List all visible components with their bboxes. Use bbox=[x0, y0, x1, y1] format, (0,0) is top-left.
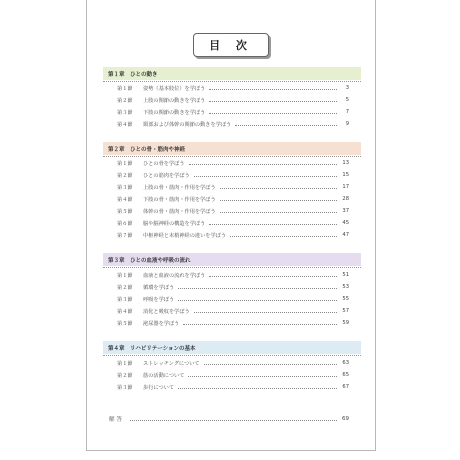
section-title: 上肢の骨・筋肉・作用を学ぼう bbox=[143, 184, 216, 191]
toc-entry bbox=[117, 319, 349, 327]
section-title: ひとの筋肉を学ぼう bbox=[143, 172, 190, 179]
chapter-divider bbox=[103, 267, 361, 268]
section-title: 泌尿器を学ぼう bbox=[143, 320, 180, 327]
toc-entry bbox=[117, 171, 349, 179]
section-title: 脳や脳神経の構造を学ぼう bbox=[143, 220, 206, 227]
section-number: 第１節 bbox=[117, 85, 133, 92]
toc-entry bbox=[117, 96, 349, 104]
section-number: 第２節 bbox=[117, 97, 133, 104]
leader-dots bbox=[130, 420, 337, 421]
section-title: 頸部および体幹の関節の動きを学ぼう bbox=[143, 121, 232, 128]
answers-title: 解答 bbox=[109, 417, 125, 423]
toc-entry bbox=[117, 219, 349, 227]
toc-entry bbox=[117, 159, 349, 167]
section-number: 第６節 bbox=[117, 220, 133, 227]
page-number: 67 bbox=[342, 384, 349, 390]
leader-dots bbox=[194, 312, 337, 313]
leader-dots bbox=[209, 89, 337, 90]
chapter-1-header: 第１章 ひとの動き bbox=[103, 67, 361, 80]
page-number: 5 bbox=[345, 97, 349, 103]
section-number: 第４節 bbox=[117, 308, 133, 315]
page-number: 13 bbox=[342, 160, 349, 166]
section-title: 消化と吸収を学ぼう bbox=[143, 308, 190, 315]
section-title: 循環を学ぼう bbox=[143, 284, 175, 291]
section-number: 第２節 bbox=[117, 372, 133, 379]
toc-entry bbox=[117, 371, 349, 379]
page-number: 65 bbox=[342, 372, 349, 378]
page-number: 45 bbox=[342, 220, 349, 226]
section-title: 歩行について bbox=[143, 384, 175, 391]
toc-entry bbox=[117, 108, 349, 116]
toc-entry bbox=[117, 307, 349, 315]
leader-dots bbox=[204, 364, 337, 365]
toc-entry bbox=[117, 383, 349, 391]
section-number: 第２節 bbox=[117, 172, 133, 179]
answers-entry bbox=[109, 415, 349, 423]
page-number: 9 bbox=[345, 121, 349, 127]
page-number: 55 bbox=[342, 296, 349, 302]
section-number: 第５節 bbox=[117, 320, 133, 327]
section-number: 第１節 bbox=[117, 160, 133, 167]
section-number: 第４節 bbox=[117, 121, 133, 128]
page-number: 53 bbox=[342, 284, 349, 290]
page-number: 63 bbox=[342, 360, 349, 366]
section-number: 第３節 bbox=[117, 296, 133, 303]
page-number: 15 bbox=[342, 172, 349, 178]
page-number: 17 bbox=[342, 184, 349, 190]
section-number: 第３節 bbox=[117, 184, 133, 191]
page-number: 51 bbox=[342, 272, 349, 278]
chapter-4-header: 第４章 リハビリテーションの基本 bbox=[103, 341, 361, 354]
toc-entry bbox=[117, 295, 349, 303]
toc-entry bbox=[117, 271, 349, 279]
section-number: 第１節 bbox=[117, 360, 133, 367]
chapter-3 bbox=[103, 253, 361, 266]
section-title: ひとの骨を学ぼう bbox=[143, 160, 185, 167]
page-number: 3 bbox=[345, 85, 349, 91]
section-title: 姿勢（基本肢位）を学ぼう bbox=[143, 85, 206, 92]
page-number: 28 bbox=[342, 196, 349, 202]
leader-dots bbox=[209, 276, 337, 277]
section-title: 筋の活動について bbox=[143, 372, 185, 379]
section-number: 第２節 bbox=[117, 284, 133, 291]
toc-entry bbox=[117, 231, 349, 239]
page-number: 57 bbox=[342, 308, 349, 314]
leader-dots bbox=[188, 376, 337, 377]
toc-title: 目 次 bbox=[209, 39, 253, 52]
chapter-3-header: 第３章 ひとの血液や呼吸の流れ bbox=[103, 253, 361, 266]
toc-title-box bbox=[193, 33, 269, 57]
leader-dots bbox=[220, 188, 337, 189]
page-number: 37 bbox=[342, 208, 349, 214]
section-number: 第５節 bbox=[117, 208, 133, 215]
toc-entry bbox=[117, 120, 349, 128]
section-number: 第７節 bbox=[117, 232, 133, 239]
section-number: 第３節 bbox=[117, 109, 133, 116]
page-number: 7 bbox=[345, 109, 349, 115]
leader-dots bbox=[230, 236, 337, 237]
section-title: 下肢の関節の動きを学ぼう bbox=[143, 109, 206, 116]
section-number: 第３節 bbox=[117, 384, 133, 391]
toc-page bbox=[86, 0, 376, 451]
toc-entry bbox=[117, 84, 349, 92]
chapter-4 bbox=[103, 341, 361, 354]
leader-dots bbox=[235, 125, 337, 126]
toc-entry bbox=[117, 283, 349, 291]
page-number: 47 bbox=[342, 232, 349, 238]
section-title: 呼吸を学ぼう bbox=[143, 296, 175, 303]
leader-dots bbox=[183, 324, 337, 325]
section-number: 第１節 bbox=[117, 272, 133, 279]
page-number: 69 bbox=[342, 416, 349, 422]
section-title: 下肢の骨・筋肉・作用を学ぼう bbox=[143, 196, 216, 203]
section-title: 血液と血液の流れを学ぼう bbox=[143, 272, 206, 279]
section-number: 第４節 bbox=[117, 196, 133, 203]
leader-dots bbox=[178, 388, 337, 389]
toc-entry bbox=[117, 207, 349, 215]
leader-dots bbox=[209, 101, 337, 102]
leader-dots bbox=[178, 288, 337, 289]
leader-dots bbox=[189, 164, 337, 165]
leader-dots bbox=[220, 212, 337, 213]
leader-dots bbox=[209, 113, 337, 114]
section-title: ストレッチングについて bbox=[143, 360, 200, 367]
toc-entry bbox=[117, 183, 349, 191]
chapter-2-header: 第２章 ひとの骨・筋肉や神経 bbox=[103, 142, 361, 155]
leader-dots bbox=[194, 176, 337, 177]
section-title: 上肢の関節の動きを学ぼう bbox=[143, 97, 206, 104]
chapter-1 bbox=[103, 67, 361, 80]
leader-dots bbox=[178, 300, 337, 301]
chapter-divider bbox=[103, 81, 361, 82]
toc-entry bbox=[117, 195, 349, 203]
leader-dots bbox=[220, 200, 337, 201]
chapter-2 bbox=[103, 142, 361, 155]
chapter-divider bbox=[103, 355, 361, 356]
section-title: 中枢神経と末梢神経の違いを学ぼう bbox=[143, 232, 227, 239]
leader-dots bbox=[209, 224, 337, 225]
toc-entry bbox=[117, 359, 349, 367]
section-title: 体幹の骨・筋肉・作用を学ぼう bbox=[143, 208, 216, 215]
page-number: 59 bbox=[342, 320, 349, 326]
chapter-divider bbox=[103, 156, 361, 157]
